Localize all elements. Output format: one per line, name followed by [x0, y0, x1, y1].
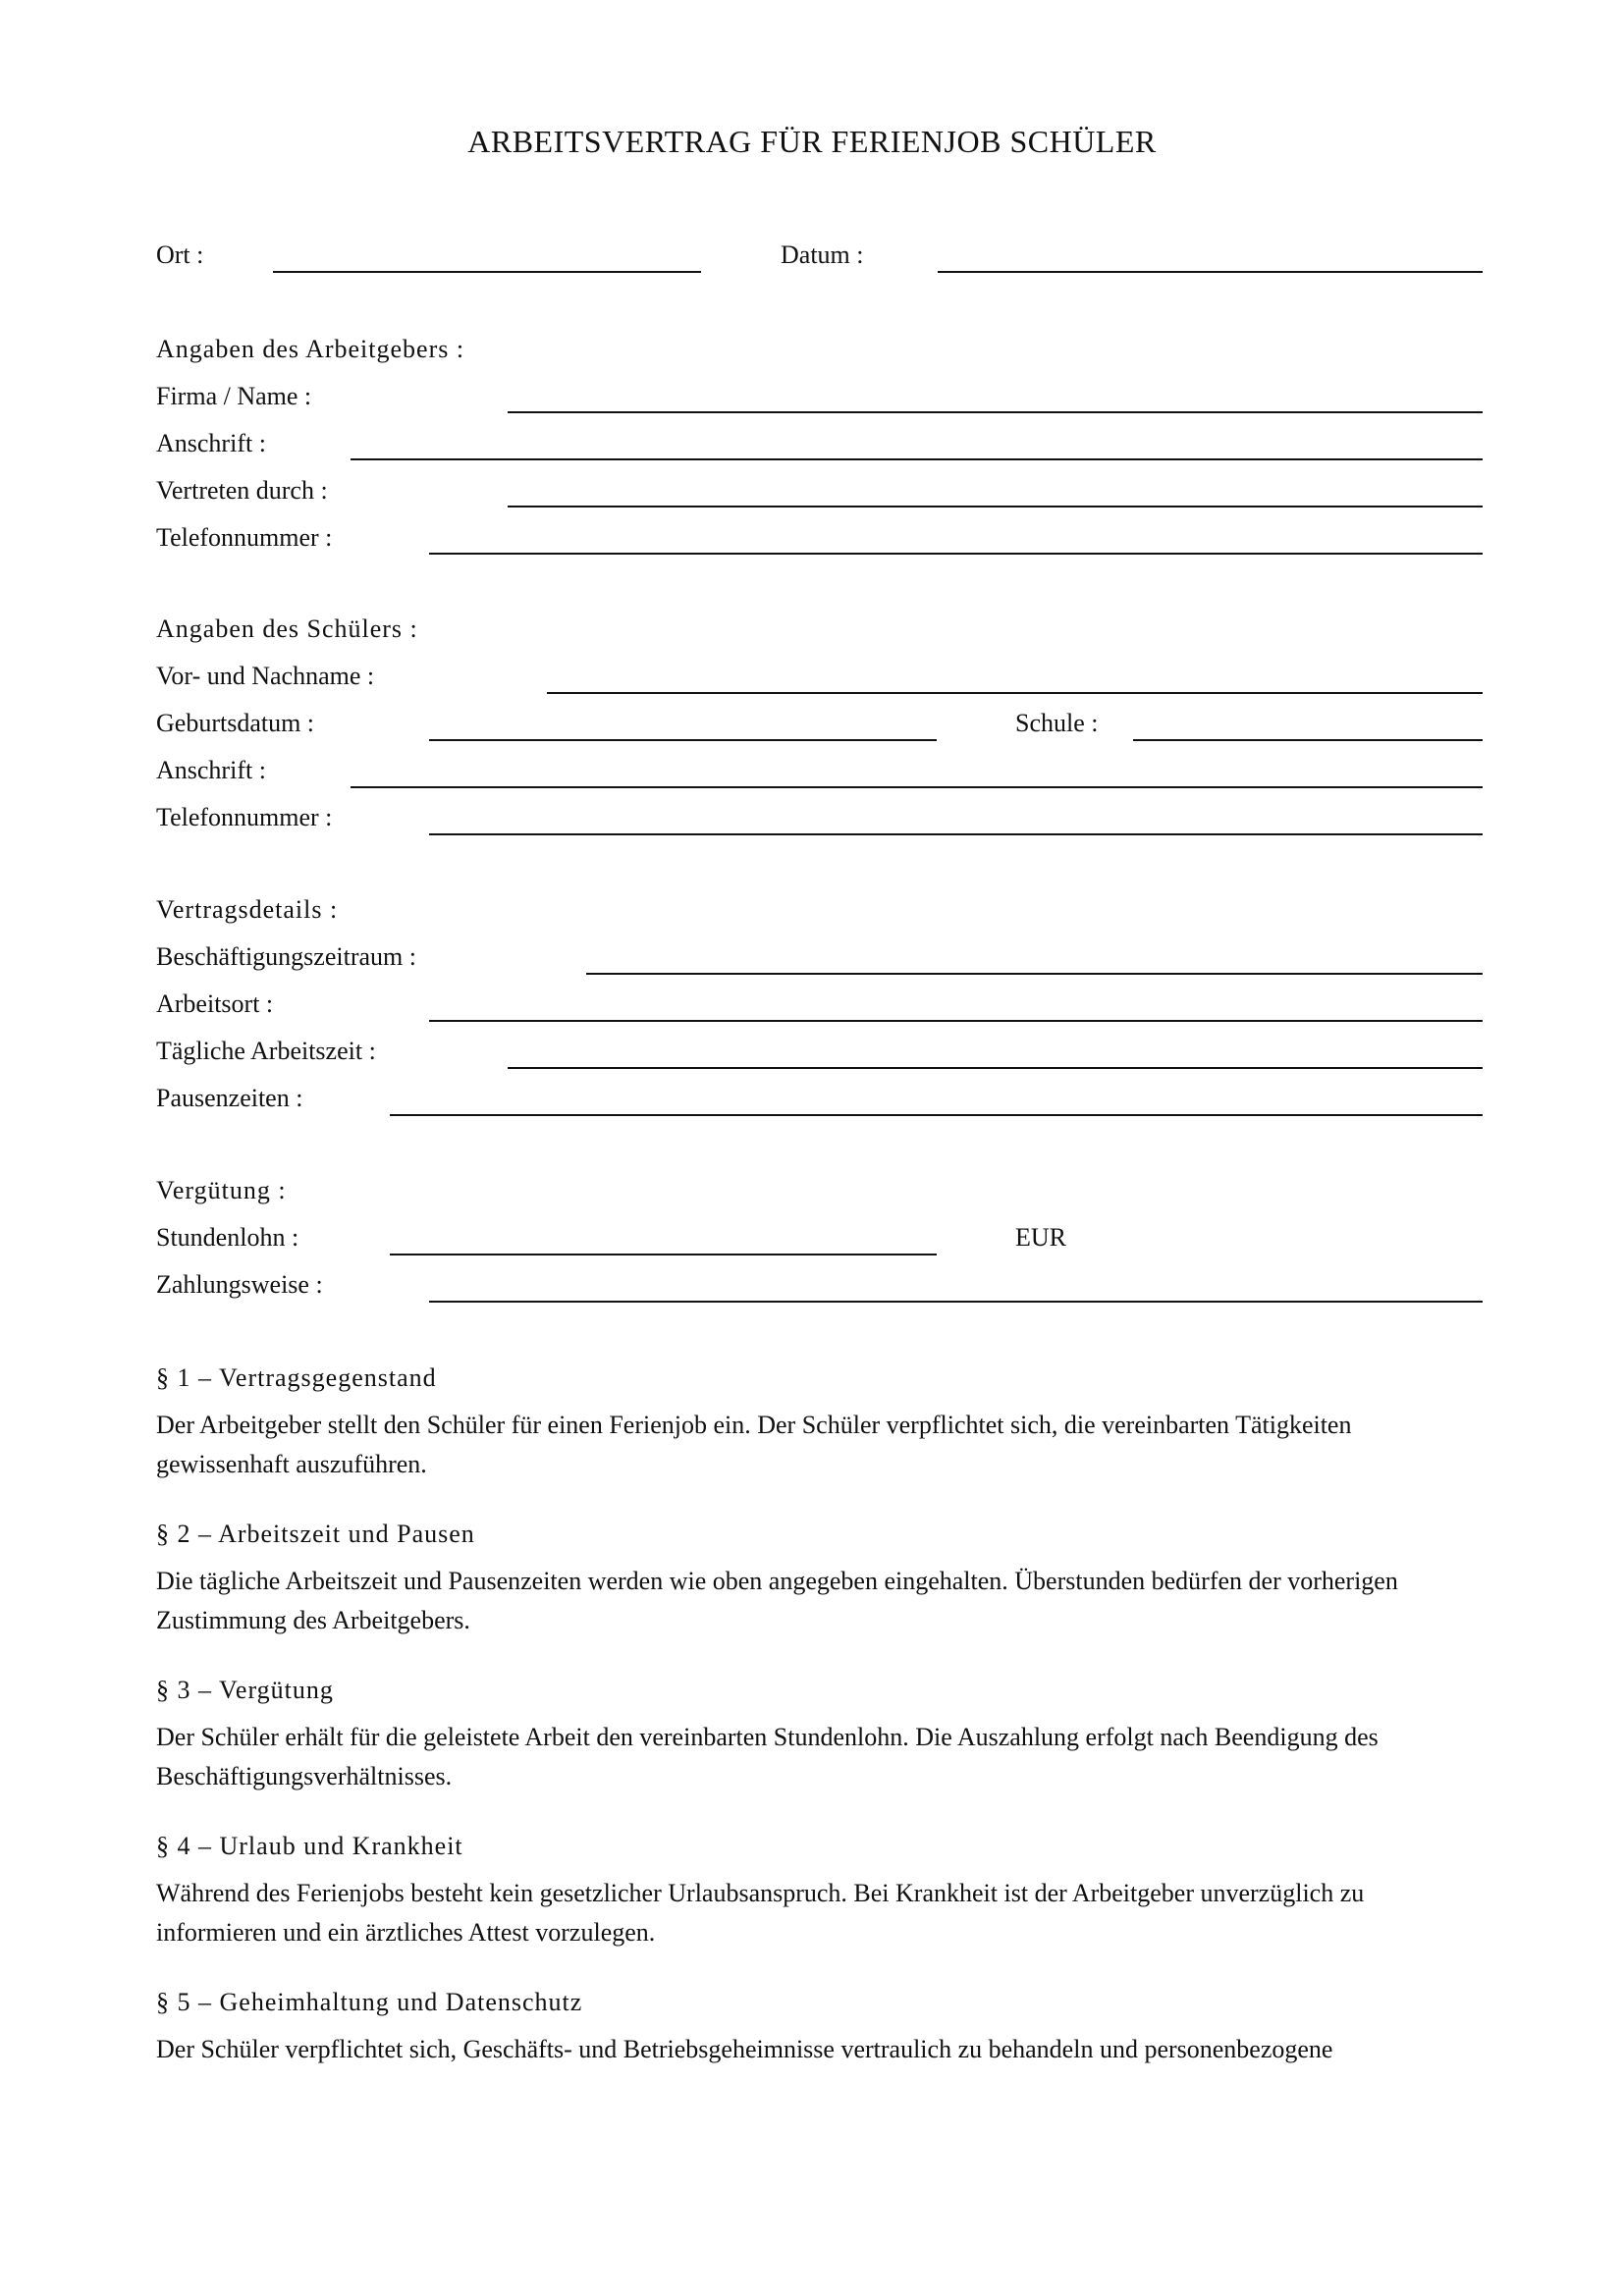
- schueler-heading: Angaben des Schülers :: [156, 614, 418, 643]
- stundenlohn-field[interactable]: [390, 1254, 937, 1255]
- zeitraum-label: Beschäftigungszeitraum :: [156, 942, 416, 971]
- paragraph-1-text: Der Arbeitgeber stellt den Schüler für einen Ferienjob ein. Der Schüler verpflichtet sich, die vereinbarten Tätigkeiten gewissenhaft auszuführen.: [156, 1411, 1352, 1478]
- schueler-telefon-label: Telefonnummer :: [156, 803, 333, 831]
- paragraph-3-text: Der Schüler erhält für die geleistete Arbeit den vereinbarten Stundenlohn. Die Auszahlung erfolgt nach Beendigung des Beschäftigungsverhältnisses.: [156, 1723, 1379, 1790]
- paragraph-4-text: Während des Ferienjobs besteht kein gesetzlicher Urlaubsanspruch. Bei Krankheit ist der Arbeitgeber unverzüglich zu informieren und ein ärztliches Attest vorzulegen.: [156, 1879, 1365, 1947]
- pausen-label: Pausenzeiten :: [156, 1084, 303, 1112]
- vertreten-field[interactable]: [508, 506, 1483, 507]
- paragraph-2-text: Die tägliche Arbeitszeit und Pausenzeiten werden wie oben angegeben eingehalten. Überstunden bedürfen der vorherigen Zustimmung des Arbeitgebers.: [156, 1567, 1398, 1634]
- arbeitgeber-anschrift-label: Anschrift :: [156, 429, 266, 457]
- paragraph-4-heading: § 4 – Urlaub und Krankheit: [156, 1832, 463, 1860]
- arbeitgeber-heading: Angaben des Arbeitgebers :: [156, 335, 465, 363]
- arbeitgeber-telefon-field[interactable]: [429, 553, 1483, 555]
- verguetung-heading: Vergütung :: [156, 1176, 287, 1204]
- arbeitgeber-anschrift-field[interactable]: [351, 458, 1483, 460]
- paragraph-1-heading: § 1 – Vertragsgegenstand: [156, 1363, 437, 1392]
- geburtsdatum-label: Geburtsdatum :: [156, 709, 315, 737]
- zeitraum-field[interactable]: [586, 973, 1483, 975]
- name-label: Vor- und Nachname :: [156, 662, 375, 690]
- paragraph-2-heading: § 2 – Arbeitszeit und Pausen: [156, 1520, 475, 1548]
- firma-field[interactable]: [508, 411, 1483, 413]
- vertrag-heading: Vertragsdetails :: [156, 895, 339, 924]
- schueler-telefon-field[interactable]: [429, 833, 1483, 835]
- ort-label: Ort :: [156, 240, 204, 269]
- currency-label: EUR: [1015, 1223, 1066, 1252]
- ort-field[interactable]: [273, 271, 701, 273]
- schule-label: Schule :: [1015, 709, 1099, 737]
- geburtsdatum-field[interactable]: [429, 739, 937, 741]
- document-title: ARBEITSVERTRAG FÜR FERIENJOB SCHÜLER: [467, 124, 1157, 159]
- schueler-anschrift-field[interactable]: [351, 786, 1483, 788]
- arbeitsort-label: Arbeitsort :: [156, 989, 274, 1018]
- zahlungsweise-field[interactable]: [429, 1301, 1483, 1303]
- zahlungsweise-label: Zahlungsweise :: [156, 1270, 323, 1299]
- paragraph-5-heading: § 5 – Geheimhaltung und Datenschutz: [156, 1988, 583, 2016]
- vertreten-label: Vertreten durch :: [156, 476, 328, 505]
- arbeitszeit-label: Tägliche Arbeitszeit :: [156, 1037, 376, 1065]
- paragraph-3-heading: § 3 – Vergütung: [156, 1676, 334, 1704]
- arbeitgeber-telefon-label: Telefonnummer :: [156, 523, 333, 552]
- arbeitszeit-field[interactable]: [508, 1067, 1483, 1069]
- stundenlohn-label: Stundenlohn :: [156, 1223, 299, 1252]
- datum-label: Datum :: [781, 240, 864, 269]
- firma-label: Firma / Name :: [156, 382, 312, 410]
- schueler-anschrift-label: Anschrift :: [156, 756, 266, 784]
- name-field[interactable]: [547, 692, 1483, 694]
- schule-field[interactable]: [1133, 739, 1483, 741]
- paragraph-5-text: Der Schüler verpflichtet sich, Geschäfts- und Betriebsgeheimnisse vertraulich zu behandeln und personenbezogene: [156, 2035, 1333, 2063]
- pausen-field[interactable]: [390, 1114, 1483, 1116]
- arbeitsort-field[interactable]: [429, 1020, 1483, 1022]
- datum-field[interactable]: [938, 271, 1483, 273]
